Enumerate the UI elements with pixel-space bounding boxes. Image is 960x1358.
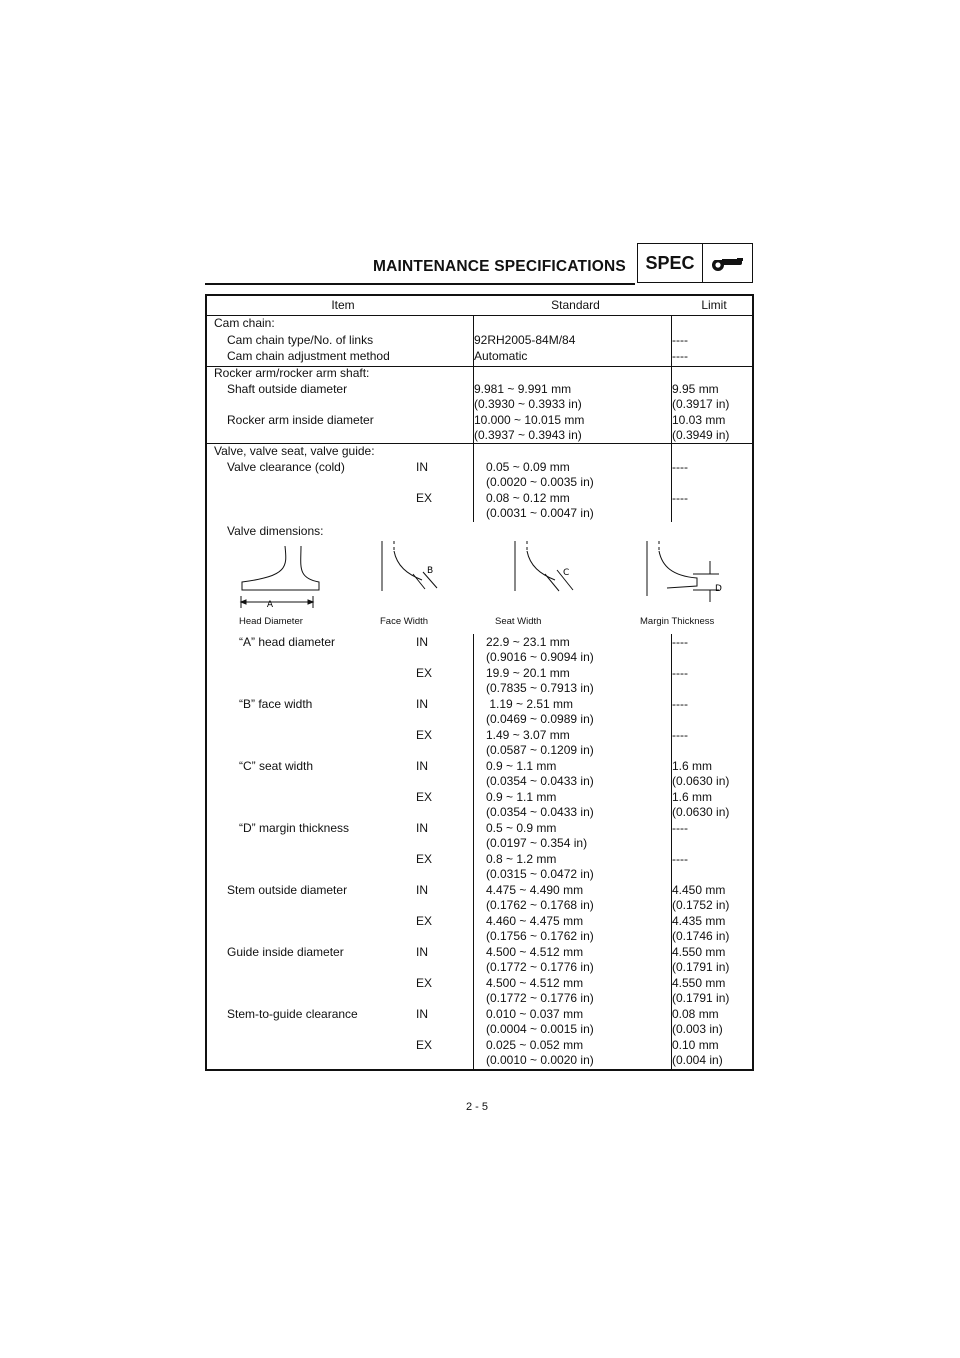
limit-value: (0.004 in) <box>672 1053 723 1067</box>
side-label: EX <box>416 914 433 928</box>
standard-value: 1.19 ~ 2.51 mm <box>486 697 574 711</box>
limit-value: ---- <box>672 333 688 347</box>
standard-value: 0.010 ~ 0.037 mm <box>486 1007 584 1021</box>
column-header-item: Item <box>331 298 355 312</box>
side-label: IN <box>416 759 428 773</box>
header-rule <box>205 283 635 285</box>
limit-value: 4.550 mm <box>672 945 726 959</box>
item-label: Stem outside diameter <box>227 883 348 897</box>
standard-value: 9.981 ~ 9.991 mm <box>474 382 572 396</box>
limit-value: 4.435 mm <box>672 914 726 928</box>
standard-value: 92RH2005-84M/84 <box>474 333 576 347</box>
standard-value: (0.0010 ~ 0.0020 in) <box>486 1053 594 1067</box>
limit-value: (0.3917 in) <box>672 397 730 411</box>
spec-table <box>205 294 754 1071</box>
limit-value: 1.6 mm <box>672 790 713 804</box>
limit-value: 0.08 mm <box>672 1007 719 1021</box>
caption-face-width: Face Width <box>380 616 429 627</box>
page-title: MAINTENANCE SPECIFICATIONS <box>373 258 626 275</box>
limit-value: ---- <box>672 635 688 649</box>
limit-value: ---- <box>672 852 688 866</box>
side-label: IN <box>416 1007 428 1021</box>
limit-value: (0.1752 in) <box>672 898 730 912</box>
column-divider <box>473 634 474 1071</box>
limit-value: ---- <box>672 460 688 474</box>
standard-value: (0.3937 ~ 0.3943 in) <box>474 428 582 442</box>
item-label: “C” seat width <box>239 759 314 773</box>
standard-value: (0.1762 ~ 0.1768 in) <box>486 898 594 912</box>
dimension-letter-d: D <box>715 584 722 594</box>
spec-badge-label: SPEC <box>638 244 703 282</box>
limit-value: ---- <box>672 491 688 505</box>
standard-value: Automatic <box>474 349 528 363</box>
standard-value: 0.025 ~ 0.052 mm <box>486 1038 584 1052</box>
standard-value: 19.9 ~ 20.1 mm <box>486 666 570 680</box>
standard-value: (0.1756 ~ 0.1762 in) <box>486 929 594 943</box>
limit-value: (0.0630 in) <box>672 805 730 819</box>
standard-value: (0.0354 ~ 0.0433 in) <box>486 774 594 788</box>
caption-seat-width: Seat Width <box>495 616 542 627</box>
standard-value: 0.05 ~ 0.09 mm <box>486 460 570 474</box>
standard-value: 1.49 ~ 3.07 mm <box>486 728 570 742</box>
standard-value: (0.0354 ~ 0.0433 in) <box>486 805 594 819</box>
limit-value: (0.003 in) <box>672 1022 723 1036</box>
section-heading: Cam chain: <box>214 316 275 330</box>
caption-margin-thickness: Margin Thickness <box>640 616 715 627</box>
side-label: EX <box>416 666 433 680</box>
dimension-letter-b: B <box>427 566 434 576</box>
standard-value: (0.9016 ~ 0.9094 in) <box>486 650 594 664</box>
standard-value: 4.475 ~ 4.490 mm <box>486 883 584 897</box>
standard-value: 0.9 ~ 1.1 mm <box>486 759 557 773</box>
limit-value: 4.550 mm <box>672 976 726 990</box>
limit-value: 0.10 mm <box>672 1038 719 1052</box>
limit-value: ---- <box>672 728 688 742</box>
limit-value: 9.95 mm <box>672 382 719 396</box>
item-label: Rocker arm inside diameter <box>227 413 374 427</box>
limit-value: 10.03 mm <box>672 413 726 427</box>
dimension-letter-c: C <box>563 568 570 578</box>
standard-value: 0.8 ~ 1.2 mm <box>486 852 557 866</box>
side-label: IN <box>416 697 428 711</box>
caption-head-diameter: Head Diameter <box>239 616 303 627</box>
valve-dimensions-label: Valve dimensions: <box>227 524 324 538</box>
item-label: Shaft outside diameter <box>227 382 348 396</box>
standard-value: (0.0004 ~ 0.0015 in) <box>486 1022 594 1036</box>
standard-value: (0.0469 ~ 0.0989 in) <box>486 712 594 726</box>
limit-value: ---- <box>672 349 688 363</box>
standard-value: (0.3930 ~ 0.3933 in) <box>474 397 582 411</box>
standard-value: 4.500 ~ 4.512 mm <box>486 945 584 959</box>
wrench-icon <box>703 244 752 282</box>
side-label: EX <box>416 1038 433 1052</box>
item-label: “A” head diameter <box>239 635 336 649</box>
item-label: Cam chain type/No. of links <box>227 333 374 347</box>
limit-value: (0.1746 in) <box>672 929 730 943</box>
item-label: Cam chain adjustment method <box>227 349 390 363</box>
side-label: IN <box>416 635 428 649</box>
limit-value: (0.1791 in) <box>672 960 730 974</box>
spec-badge <box>637 243 753 283</box>
standard-value: 10.000 ~ 10.015 mm <box>474 413 585 427</box>
seat-width-figure <box>515 541 573 591</box>
standard-value: (0.0020 ~ 0.0035 in) <box>486 475 594 489</box>
side-label: EX <box>416 728 433 742</box>
limit-value: 1.6 mm <box>672 759 713 773</box>
side-label: EX <box>416 976 433 990</box>
side-label: EX <box>416 852 433 866</box>
standard-value: 22.9 ~ 23.1 mm <box>486 635 570 649</box>
limit-value: 4.450 mm <box>672 883 726 897</box>
item-label: “D” margin thickness <box>239 821 350 835</box>
limit-value: (0.3949 in) <box>672 428 730 442</box>
side-label: EX <box>416 491 433 505</box>
dimension-letter-a: A <box>266 600 274 610</box>
standard-value: (0.7835 ~ 0.7913 in) <box>486 681 594 695</box>
limit-value: (0.1791 in) <box>672 991 730 1005</box>
item-label: “B” face width <box>239 697 313 711</box>
standard-value: (0.1772 ~ 0.1776 in) <box>486 960 594 974</box>
standard-value: (0.1772 ~ 0.1776 in) <box>486 991 594 1005</box>
standard-value: 0.08 ~ 0.12 mm <box>486 491 570 505</box>
column-header-limit: Limit <box>701 298 727 312</box>
standard-value: 0.5 ~ 0.9 mm <box>486 821 557 835</box>
limit-value: ---- <box>672 821 688 835</box>
item-label: Stem-to-guide clearance <box>227 1007 358 1021</box>
limit-value: (0.0630 in) <box>672 774 730 788</box>
side-label: IN <box>416 883 428 897</box>
standard-value: (0.0587 ~ 0.1209 in) <box>486 743 594 757</box>
head-diameter-figure <box>241 546 319 608</box>
standard-value: 0.9 ~ 1.1 mm <box>486 790 557 804</box>
page-number: 2 - 5 <box>466 1101 489 1113</box>
standard-value: 4.460 ~ 4.475 mm <box>486 914 584 928</box>
side-label: EX <box>416 790 433 804</box>
valve-dimensions-diagram <box>227 536 737 632</box>
column-header-standard: Standard <box>551 298 600 312</box>
item-label: Valve clearance (cold) <box>227 460 345 474</box>
side-label: IN <box>416 821 428 835</box>
side-label: IN <box>416 460 428 474</box>
side-label: IN <box>416 945 428 959</box>
limit-value: ---- <box>672 697 688 711</box>
section-heading: Rocker arm/rocker arm shaft: <box>214 366 370 380</box>
standard-value: (0.0031 ~ 0.0047 in) <box>486 506 594 520</box>
item-label: Guide inside diameter <box>227 945 344 959</box>
limit-value: ---- <box>672 666 688 680</box>
standard-value: 4.500 ~ 4.512 mm <box>486 976 584 990</box>
standard-value: (0.0315 ~ 0.0472 in) <box>486 867 594 881</box>
margin-thickness-figure <box>647 541 719 602</box>
standard-value: (0.0197 ~ 0.354 in) <box>486 836 588 850</box>
section-heading: Valve, valve seat, valve guide: <box>214 444 375 458</box>
